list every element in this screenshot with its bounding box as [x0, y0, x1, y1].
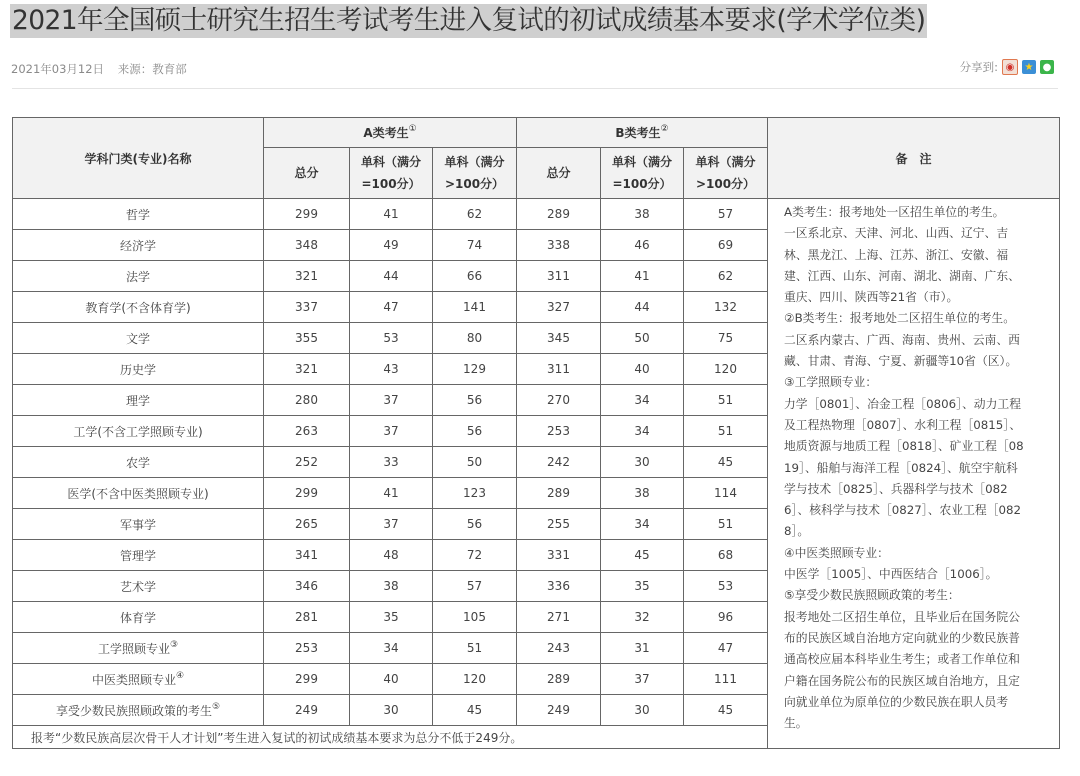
score-a-total: 321 — [264, 354, 350, 385]
score-b-100: 34 — [601, 385, 684, 416]
subject-name: 军事学 — [13, 509, 264, 540]
footnote-mark: ② — [660, 124, 669, 134]
note-line: 生。 — [784, 716, 808, 731]
score-b-gt100: 53 — [684, 571, 768, 602]
subject-name: 哲学 — [13, 199, 264, 230]
score-b-total: 331 — [517, 540, 601, 571]
score-b-gt100: 51 — [684, 416, 768, 447]
note-line: 二区系内蒙古、广西、海南、贵州、云南、西 — [784, 332, 1020, 347]
header-a-single-100: 单科（满分 =100分） — [350, 148, 433, 199]
note-line: 林、黑龙江、上海、江苏、浙江、安徽、福 — [784, 247, 1009, 262]
note-line: 中医学［1005］、中西医结合［1006］。 — [784, 567, 998, 582]
subject-name: 农学 — [13, 447, 264, 478]
score-b-total: 311 — [517, 261, 601, 292]
score-a-gt100: 129 — [433, 354, 517, 385]
score-a-total: 265 — [264, 509, 350, 540]
score-a-100: 35 — [350, 602, 433, 633]
score-b-gt100: 120 — [684, 354, 768, 385]
score-a-gt100: 74 — [433, 230, 517, 261]
score-b-total: 336 — [517, 571, 601, 602]
subject-name: 文学 — [13, 323, 264, 354]
wechat-icon[interactable]: ● — [1040, 60, 1054, 74]
score-b-total: 249 — [517, 695, 601, 726]
score-a-100: 47 — [350, 292, 433, 323]
note-line: A类考生：报考地处一区招生单位的考生。 — [784, 205, 1005, 219]
qzone-icon[interactable]: ★ — [1022, 60, 1036, 74]
score-b-gt100: 62 — [684, 261, 768, 292]
score-a-total: 321 — [264, 261, 350, 292]
score-a-100: 38 — [350, 571, 433, 602]
score-a-100: 34 — [350, 633, 433, 664]
score-a-gt100: 80 — [433, 323, 517, 354]
score-a-100: 37 — [350, 385, 433, 416]
score-b-gt100: 96 — [684, 602, 768, 633]
score-a-100: 41 — [350, 199, 433, 230]
score-b-100: 45 — [601, 540, 684, 571]
subject-name: 享受少数民族照顾政策的考生⑤ — [13, 695, 264, 726]
header-group-a: A类考生① — [264, 118, 517, 148]
article-title: 2021年全国硕士研究生招生考试考生进入复试的初试成绩基本要求(学术学位类) — [12, 5, 926, 36]
score-b-total: 289 — [517, 199, 601, 230]
score-a-100: 37 — [350, 509, 433, 540]
score-a-gt100: 57 — [433, 571, 517, 602]
score-a-total: 355 — [264, 323, 350, 354]
score-b-total: 289 — [517, 664, 601, 695]
score-a-total: 253 — [264, 633, 350, 664]
note-line: 向就业单位为原单位的少数民族在职人员考 — [784, 694, 1009, 709]
share-label: 分享到: — [959, 60, 998, 74]
score-a-total: 299 — [264, 199, 350, 230]
header-a-single-gt100: 单科（满分 >100分） — [433, 148, 517, 199]
score-a-gt100: 72 — [433, 540, 517, 571]
note-line: 6］、核科学与技术［0827］、农业工程［082 — [784, 503, 1021, 518]
subject-name: 艺术学 — [13, 571, 264, 602]
note-line: 藏、甘肃、青海、宁夏、新疆等10省（区）。 — [784, 354, 1018, 369]
score-b-100: 31 — [601, 633, 684, 664]
footnote-mark: ① — [408, 124, 417, 134]
notes-cell — [768, 199, 1060, 749]
score-b-total: 327 — [517, 292, 601, 323]
score-a-total: 299 — [264, 664, 350, 695]
score-b-100: 46 — [601, 230, 684, 261]
score-b-100: 44 — [601, 292, 684, 323]
score-b-gt100: 111 — [684, 664, 768, 695]
header-a-total: 总分 — [264, 148, 350, 199]
score-b-gt100: 45 — [684, 447, 768, 478]
subject-name: 工学照顾专业③ — [13, 633, 264, 664]
publish-date: 2021年03月12日 — [11, 62, 105, 76]
score-a-total: 249 — [264, 695, 350, 726]
score-a-total: 263 — [264, 416, 350, 447]
score-a-gt100: 56 — [433, 385, 517, 416]
divider — [12, 88, 1058, 89]
note-line: 一区系北京、天津、河北、山西、辽宁、吉 — [784, 226, 1009, 241]
score-b-gt100: 69 — [684, 230, 768, 261]
score-a-gt100: 51 — [433, 633, 517, 664]
score-a-100: 53 — [350, 323, 433, 354]
score-b-gt100: 68 — [684, 540, 768, 571]
score-b-total: 311 — [517, 354, 601, 385]
score-b-gt100: 114 — [684, 478, 768, 509]
score-b-total: 271 — [517, 602, 601, 633]
score-a-total: 299 — [264, 478, 350, 509]
table-row — [13, 199, 1060, 230]
header-b-single-gt100: 单科（满分 >100分） — [684, 148, 768, 199]
footnote-mark: ④ — [175, 670, 185, 681]
score-b-gt100: 51 — [684, 509, 768, 540]
note-line: 及工程热物理［0807］、水利工程［0815］、 — [784, 417, 1021, 432]
score-a-100: 30 — [350, 695, 433, 726]
score-b-100: 40 — [601, 354, 684, 385]
score-b-total: 345 — [517, 323, 601, 354]
score-b-100: 34 — [601, 416, 684, 447]
note-line: ④中医类照顾专业： — [784, 545, 889, 560]
score-b-total: 255 — [517, 509, 601, 540]
score-a-100: 33 — [350, 447, 433, 478]
footnote-mark: ⑤ — [211, 701, 221, 712]
score-b-100: 38 — [601, 199, 684, 230]
score-b-100: 35 — [601, 571, 684, 602]
score-a-total: 337 — [264, 292, 350, 323]
note-line: ②B类考生：报考地处二区招生单位的考生。 — [784, 311, 1016, 326]
score-a-total: 341 — [264, 540, 350, 571]
weibo-icon[interactable]: ◉ — [1002, 59, 1018, 75]
share-bar — [960, 59, 1054, 75]
note-line: 布的民族区域自治地方定向就业的少数民族普 — [784, 630, 1020, 645]
score-b-gt100: 47 — [684, 633, 768, 664]
score-a-gt100: 56 — [433, 416, 517, 447]
subject-name: 医学(不含中医类照顾专业) — [13, 478, 264, 509]
score-b-100: 30 — [601, 447, 684, 478]
score-a-100: 40 — [350, 664, 433, 695]
score-a-100: 48 — [350, 540, 433, 571]
score-b-100: 30 — [601, 695, 684, 726]
score-b-total: 338 — [517, 230, 601, 261]
subject-name: 经济学 — [13, 230, 264, 261]
subject-name: 教育学(不含体育学) — [13, 292, 264, 323]
header-row-1 — [13, 118, 1060, 148]
header-subject: 学科门类(专业)名称 — [13, 118, 264, 199]
score-a-100: 49 — [350, 230, 433, 261]
note-line: 地质资源与地质工程［0818］、矿业工程［08 — [784, 439, 1024, 454]
score-a-gt100: 45 — [433, 695, 517, 726]
score-a-gt100: 56 — [433, 509, 517, 540]
subject-name: 体育学 — [13, 602, 264, 633]
article-title-wrap — [10, 4, 927, 40]
score-a-total: 348 — [264, 230, 350, 261]
score-a-gt100: 66 — [433, 261, 517, 292]
subject-name: 中医类照顾专业④ — [13, 664, 264, 695]
header-b-total: 总分 — [517, 148, 601, 199]
score-b-total: 270 — [517, 385, 601, 416]
score-b-100: 34 — [601, 509, 684, 540]
subject-name: 法学 — [13, 261, 264, 292]
header-group-b: B类考生② — [517, 118, 768, 148]
score-b-100: 50 — [601, 323, 684, 354]
score-a-100: 37 — [350, 416, 433, 447]
score-a-total: 280 — [264, 385, 350, 416]
note-line: 报考地处二区招生单位，且毕业后在国务院公 — [784, 609, 1020, 624]
article-meta — [11, 61, 197, 77]
score-b-total: 243 — [517, 633, 601, 664]
score-a-gt100: 141 — [433, 292, 517, 323]
subject-name: 历史学 — [13, 354, 264, 385]
note-line: ③工学照顾专业： — [784, 375, 878, 390]
score-a-total: 281 — [264, 602, 350, 633]
score-b-gt100: 45 — [684, 695, 768, 726]
table-footnote: 报考“少数民族高层次骨干人才计划”考生进入复试的初试成绩基本要求为总分不低于249分。 — [13, 726, 768, 749]
score-b-gt100: 132 — [684, 292, 768, 323]
score-b-100: 41 — [601, 261, 684, 292]
score-b-100: 32 — [601, 602, 684, 633]
note-line: 户籍在国务院公布的民族区域自治地方，且定 — [784, 673, 1020, 688]
score-a-gt100: 105 — [433, 602, 517, 633]
note-line: 8］。 — [784, 524, 810, 539]
score-a-total: 346 — [264, 571, 350, 602]
score-b-gt100: 57 — [684, 199, 768, 230]
score-a-gt100: 120 — [433, 664, 517, 695]
score-table — [12, 117, 1060, 749]
score-a-gt100: 123 — [433, 478, 517, 509]
score-b-gt100: 51 — [684, 385, 768, 416]
note-line: 重庆、四川、陕西等21省（市）。 — [784, 290, 959, 305]
score-a-gt100: 62 — [433, 199, 517, 230]
score-a-100: 41 — [350, 478, 433, 509]
score-a-gt100: 50 — [433, 447, 517, 478]
note-line: ⑤享受少数民族照顾政策的考生： — [784, 588, 960, 603]
subject-name: 理学 — [13, 385, 264, 416]
score-b-gt100: 75 — [684, 323, 768, 354]
score-b-total: 242 — [517, 447, 601, 478]
note-line: 建、江西、山东、河南、湖北、湖南、广东、 — [784, 268, 1020, 283]
article-source: 来源：教育部 — [117, 62, 187, 76]
subject-name: 工学(不含工学照顾专业) — [13, 416, 264, 447]
score-b-100: 37 — [601, 664, 684, 695]
subject-name: 管理学 — [13, 540, 264, 571]
note-line: 力学［0801］、冶金工程［0806］、动力工程 — [784, 396, 1021, 411]
footnote-mark: ③ — [169, 639, 179, 650]
note-line: 19］、船舶与海洋工程［0824］、航空宇航科 — [784, 460, 1018, 475]
score-a-100: 44 — [350, 261, 433, 292]
score-b-100: 38 — [601, 478, 684, 509]
header-b-single-100: 单科（满分 =100分） — [601, 148, 684, 199]
score-b-total: 253 — [517, 416, 601, 447]
score-a-total: 252 — [264, 447, 350, 478]
score-b-total: 289 — [517, 478, 601, 509]
note-line: 通高校应届本科毕业生考生；或者工作单位和 — [784, 652, 1020, 667]
header-notes: 备 注 — [768, 118, 1060, 199]
note-line: 学与技术［0825］、兵器科学与技术［082 — [784, 481, 1008, 496]
score-a-100: 43 — [350, 354, 433, 385]
